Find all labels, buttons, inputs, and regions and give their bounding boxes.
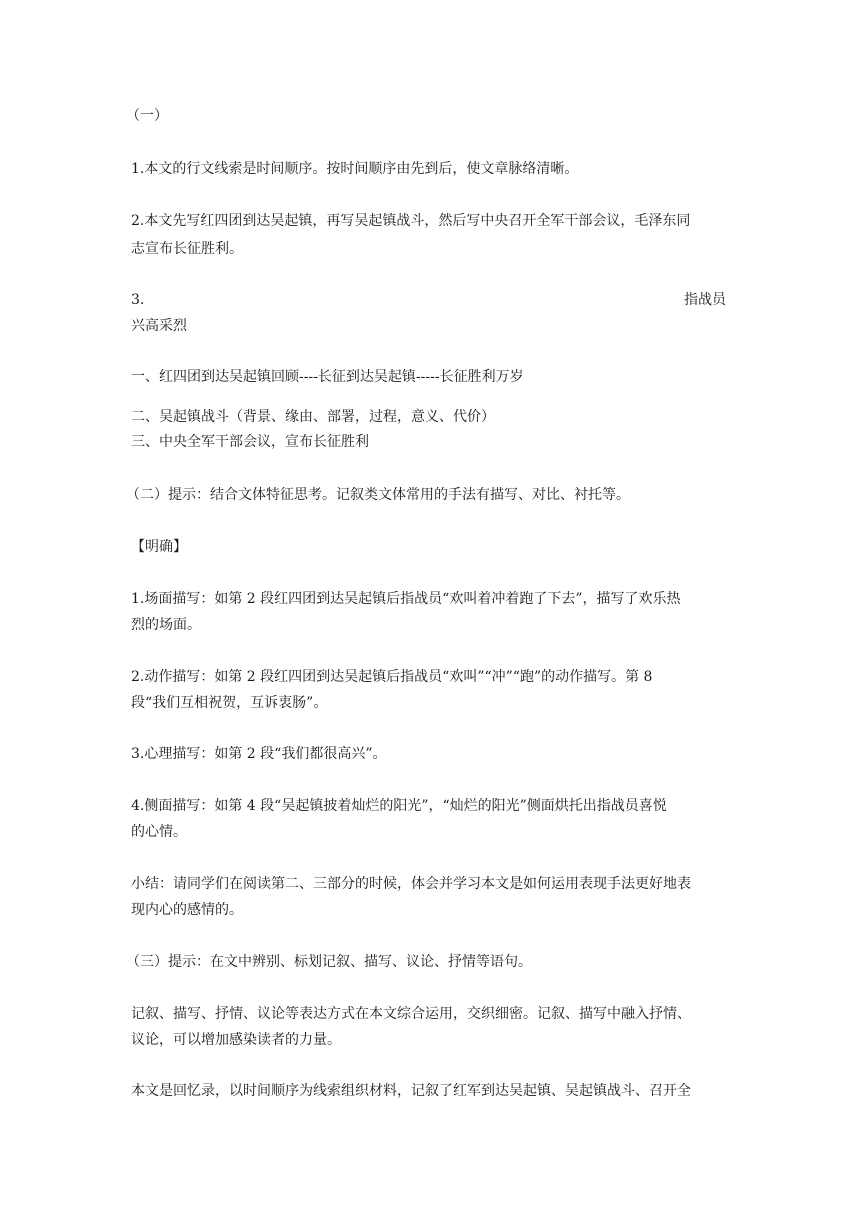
answer-item-3-next-line: 兴高采烈 (131, 318, 187, 334)
point-2-line-2: 段“我们互相祝贺，互诉衷肠”。 (131, 695, 328, 711)
point-1-line-1: 1.场面描写：如第 2 段红四团到达吴起镇后指战员“欢叫着冲着跑了下去”，描写了欢乐热 (131, 591, 681, 607)
point-4-line-2: 的心情。 (131, 824, 187, 840)
part3-hint: （三）提示：在文中辨别、标划记叙、描写、议论、抒情等语句。 (126, 954, 532, 970)
outline-item-2: 二、吴起镇战斗（背景、缘由、部署，过程，意义、代价） (131, 409, 495, 425)
summary-line-1: 小结：请同学们在阅读第二、三部分的时候，体会并学习本文是如何运用表现手法更好地表 (131, 876, 691, 892)
point-4-line-1: 4.侧面描写：如第 4 段“吴起镇披着灿烂的阳光”，“灿烂的阳光”侧面烘托出指战员喜悦 (131, 798, 667, 814)
answer-item-1: 1.本文的行文线索是时间顺序。按时间顺序由先到后，使文章脉络清晰。 (131, 161, 579, 177)
answer-item-3-number: 3. (131, 292, 145, 308)
answer-item-2-line-1: 2.本文先写红四团到达吴起镇，再写吴起镇战斗，然后写中央召开全军干部会议，毛泽东同 (131, 213, 691, 229)
outline-item-1: 一、红四团到达吴起镇回顾----长征到达吴起镇-----长征胜利万岁 (131, 369, 524, 385)
part2-hint: （二）提示：结合文体特征思考。记叙类文体常用的手法有描写、对比、衬托等。 (126, 487, 630, 503)
summary-line-2: 现内心的感情的。 (131, 902, 243, 918)
expression-line-2: 议论，可以增加感染读者的力量。 (131, 1032, 341, 1048)
outline-item-3: 三、中央全军干部会议，宣布长征胜利 (131, 434, 369, 450)
point-2-line-1: 2.动作描写：如第 2 段红四团到达吴起镇后指战员“欢叫”“冲”“跑”的动作描写。第 8 (131, 669, 653, 685)
point-3: 3.心理描写：如第 2 段“我们都很高兴”。 (131, 746, 387, 762)
answer-item-3-right-text: 指战员 (684, 292, 726, 308)
point-1-line-2: 烈的场面。 (131, 617, 201, 633)
answer-item-2-line-2: 志宣布长征胜利。 (131, 241, 243, 257)
expression-line-1: 记叙、描写、抒情、议论等表达方式在本文综合运用，交织细密。记叙、描写中融入抒情、 (131, 1006, 691, 1022)
mingque-heading: 【明确】 (131, 539, 187, 555)
memoir-line: 本文是回忆录，以时间顺序为线索组织材料，记叙了红军到达吴起镇、吴起镇战斗、召开全 (131, 1083, 691, 1099)
part1-heading: （一） (126, 108, 168, 124)
